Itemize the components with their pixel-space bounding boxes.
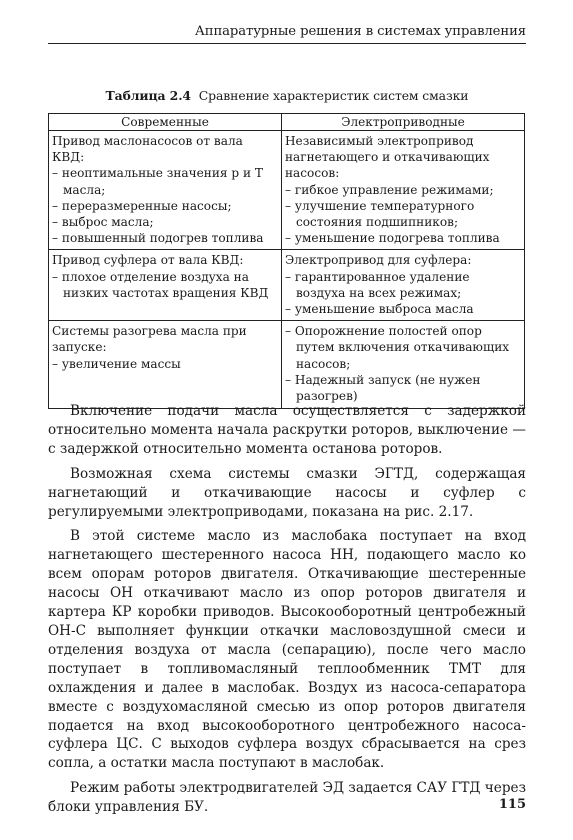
- page-number: 115: [498, 797, 526, 812]
- table-cell: [282, 131, 525, 250]
- list-item: – неоптимальные значения p и T масла;: [52, 166, 263, 197]
- paragraph: Режим работы электродвигателей ЭД задается САУ ГТД через блоки управления БУ.: [48, 780, 526, 816]
- table-cell: [282, 250, 525, 321]
- paragraph: Возможная схема системы смазки ЭГТД, содержащая нагнетающий и откачивающие насосы и суфлер с регулируемыми электроприводами, показана на рис. 2.17.: [48, 465, 526, 520]
- list-item: – Надежный запуск (не нужен разогрев): [285, 372, 481, 404]
- table-cell: [49, 250, 282, 321]
- cell-title: Независимый электропривод нагнетающего и откачивающих насосов:: [285, 134, 490, 181]
- cell-title: Электропривод для суфлера:: [285, 253, 472, 268]
- column-header-electric: Электроприводные: [282, 114, 525, 131]
- list-item: – уменьшение подогрева топлива: [285, 231, 500, 246]
- table-row: [49, 131, 525, 250]
- list-item: – уменьшение выброса масла: [285, 302, 474, 317]
- table-cell: [49, 321, 282, 409]
- list-item: – гибкое управление режимами;: [285, 182, 494, 197]
- list-item: – улучшение температурного состояния подшипников;: [285, 198, 475, 230]
- list-item: – увеличение массы: [52, 356, 181, 371]
- list-item: – переразмеренные насосы;: [52, 198, 232, 213]
- body-text: [48, 402, 526, 823]
- running-head: Аппаратурные решения в системах управления: [194, 24, 526, 39]
- cell-title: Привод суфлера от вала КВД:: [52, 253, 244, 268]
- list-item: – выброс масла;: [52, 215, 154, 230]
- table-row: [49, 250, 525, 321]
- table-caption-label: Таблица 2.4: [105, 88, 191, 103]
- list-item: – Опорожнение полостей опор путем включения откачивающих насосов;: [285, 324, 510, 371]
- table-row: [49, 321, 525, 409]
- cell-title: Системы разогрева масла при запуске:: [52, 324, 247, 355]
- paragraph: Включение подачи масла осуществляется с задержкой относительно момента начала раскрутки роторов, выключение — с задержкой относительно момента останова роторов.: [48, 403, 526, 457]
- table-cell: [282, 321, 525, 409]
- list-item: – гарантированное удаление воздуха на всех режимах;: [285, 269, 470, 300]
- list-item: – плохое отделение воздуха на низких частотах вращения КВД: [52, 269, 269, 300]
- paragraph: В этой системе масло из маслобака поступает на вход нагнетающего шестеренного насоса НН, подающего масло ко всем опорам роторов двигателя. Откачивающие шестеренные насосы ОН откачивают масло из опор роторов двигателя и картера КР коробки приводов. Высокооборотный центробежный ОН-С выполняет функции откачки масловоздушной смеси и отделения воздуха от масла (сепарацию), после чего масло поступает в топливомасляный теплообменник ТМТ для охлаждения и далее в маслобак. Воздух из насоса-сепаратора вместе с воздухомасляной смесью из опор роторов двигателя подается на вход высокооборотного центробежного насоса-суфлера ЦС. С выходов суфлера воздух сбрасывается на срез сопла, а остатки масла поступают в маслобак.: [48, 528, 526, 772]
- cell-title: Привод маслонасосов от вала КВД:: [52, 134, 243, 165]
- comparison-table: [48, 113, 525, 409]
- table-cell: [49, 131, 282, 250]
- list-item: – повышенный подогрев топлива: [52, 231, 264, 246]
- table-caption: [48, 88, 526, 103]
- column-header-modern: Современные: [49, 114, 282, 131]
- table-caption-text: Сравнение характеристик систем смазки: [198, 88, 469, 103]
- header-rule: [48, 43, 526, 44]
